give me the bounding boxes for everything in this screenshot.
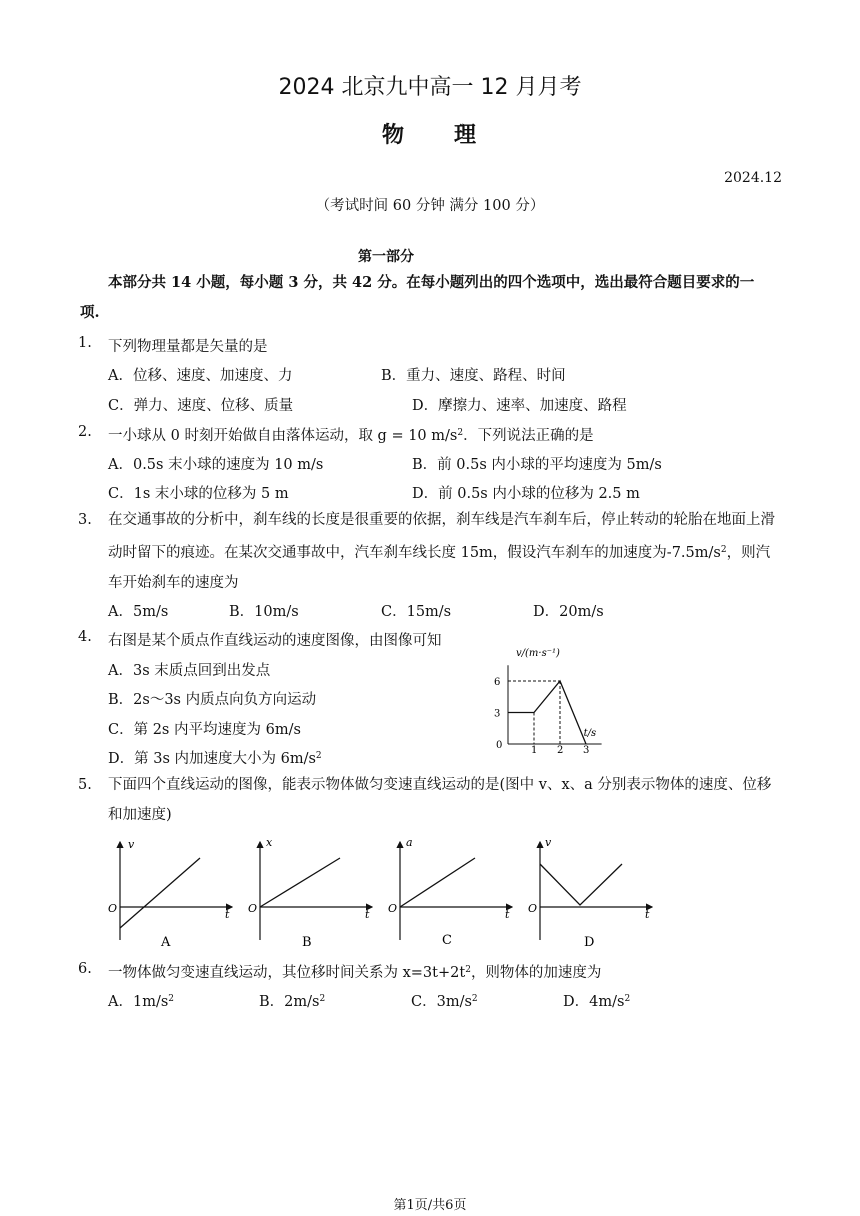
q5-a-x-axis-label: t xyxy=(225,908,230,921)
q5-number: 5. xyxy=(78,777,92,793)
q5-c-y-axis-label: a xyxy=(406,836,413,849)
q5-b-origin: O xyxy=(248,902,258,915)
q5-c-origin: O xyxy=(388,902,398,915)
q4-option-a: A．3s 末质点回到出发点 xyxy=(108,663,271,679)
q1-option-d: D．摩擦力、速率、加速度、路程 xyxy=(412,398,627,414)
q5-b-label: B xyxy=(302,935,312,950)
q2-number: 2. xyxy=(78,424,92,440)
q6-option-a: A．$1m/s^2$ xyxy=(108,994,175,1010)
q6-option-b: B．$2m/s^2$ xyxy=(259,994,326,1010)
q6-text: 一物体做匀变速直线运动，其位移时间关系为 $x=3t+2t^2$，则物体的加速度为 xyxy=(108,965,602,981)
q5-b-x-axis-label: t xyxy=(365,908,370,921)
q1-option-a: A．位移、速度、加速度、力 xyxy=(108,368,293,384)
q5-graph-c xyxy=(388,836,512,948)
subject-title: 物 理 xyxy=(381,123,478,148)
y-axis-label: v/(m·s⁻¹) xyxy=(516,648,560,659)
q4-vt-chart xyxy=(470,640,630,760)
q5-text: 下面四个直线运动的图像，能表示物体做匀变速直线运动的是(图中 v、x、a 分别表示物体的速度、位移和加速度) xyxy=(108,777,772,823)
q4-number: 4. xyxy=(78,629,92,645)
q5-c-x-axis-label: t xyxy=(505,908,510,921)
q6-option-c: C．$3m/s^2$ xyxy=(411,994,478,1010)
q1-option-c: C．弹力、速度、位移、质量 xyxy=(108,398,294,414)
q1-option-b: B．重力、速度、路程、时间 xyxy=(381,368,566,384)
velocity-line xyxy=(508,681,586,744)
q2-text: 一小球从 0 时刻开始做自由落体运动，取 g = 10 $m/s^2$．下列说法正确的是 xyxy=(108,428,594,444)
q5-graph-b xyxy=(248,836,372,950)
x-axis-label: t/s xyxy=(583,728,597,739)
y-tick-label: 6 xyxy=(494,677,501,688)
q1-number: 1. xyxy=(78,335,92,351)
x-tick-label: 3 xyxy=(583,745,590,756)
section-title: 第一部分 xyxy=(358,249,414,265)
q5-graph-d xyxy=(528,836,652,950)
exam-date: 2024.12 xyxy=(724,170,782,186)
q5-a-y-axis-label: v xyxy=(128,838,135,851)
q3-option-c: C．15m/s xyxy=(381,604,452,620)
q2-option-b: B．前 0.5s 内小球的平均速度为 5m/s xyxy=(412,457,662,473)
q5-d-origin: O xyxy=(528,902,538,915)
q5-graphs xyxy=(100,830,680,955)
q2-option-c: C．1s 末小球的位移为 5 m xyxy=(108,486,289,502)
q2-option-d: D．前 0.5s 内小球的位移为 2.5 m xyxy=(412,486,640,502)
q3-number: 3. xyxy=(78,512,92,528)
q1-text: 下列物理量都是矢量的是 xyxy=(108,339,268,355)
q4-option-b: B．2s～3s 内质点向负方向运动 xyxy=(108,692,317,708)
q5-d-label: D xyxy=(584,935,595,950)
exam-info: （考试时间 60 分钟 满分 100 分） xyxy=(315,198,545,214)
q5-a-origin: O xyxy=(108,902,118,915)
q3-option-d: D．20m/s xyxy=(533,604,604,620)
q4-option-c: C．第 2s 内平均速度为 6m/s xyxy=(108,722,301,738)
q5-d-x-axis-label: t xyxy=(645,908,650,921)
q5-graph-a xyxy=(108,838,232,950)
q4-text: 右图是某个质点作直线运动的速度图像，由图像可知 xyxy=(108,633,442,649)
q3-option-b: B．10m/s xyxy=(229,604,299,620)
origin-label: 0 xyxy=(496,740,503,751)
q4-option-d: D．第 3s 内加速度大小为 $6m/s^2$ xyxy=(108,751,322,767)
q5-d-y-axis-label: v xyxy=(545,836,552,849)
exam-title: 2024 北京九中高一 12 月月考 xyxy=(278,75,582,100)
q3-text: 在交通事故的分析中，刹车线的长度是很重要的依据，刹车线是汽车刹车后，停止转动的轮胎在地面上滑动时留下的痕迹。在某次交通事故中，汽车刹车线长度 15m，假设汽车刹车的加速度为$-7.5m/s^2$，则汽车开始刹车的速度为 xyxy=(108,512,775,591)
page-number: 第1页/共6页 xyxy=(393,1198,467,1213)
q3-option-a: A．5m/s xyxy=(108,604,169,620)
q5-b-y-axis-label: x xyxy=(266,836,273,849)
y-tick-label: 3 xyxy=(494,708,501,720)
x-tick-label: 2 xyxy=(557,745,564,756)
x-tick-label: 1 xyxy=(531,745,538,756)
q5-c-label: C xyxy=(442,933,452,948)
section-instructions: 本部分共 14 小题，每小题 3 分，共 42 分。在每小题列出的四个选项中，选出最符合题目要求的一项. xyxy=(80,274,755,321)
q2-option-a: A．0.5s 末小球的速度为 10 m/s xyxy=(108,457,324,473)
q5-a-label: A xyxy=(161,935,171,950)
q6-number: 6. xyxy=(78,961,92,977)
q6-option-d: D．$4m/s^2$ xyxy=(563,994,631,1010)
